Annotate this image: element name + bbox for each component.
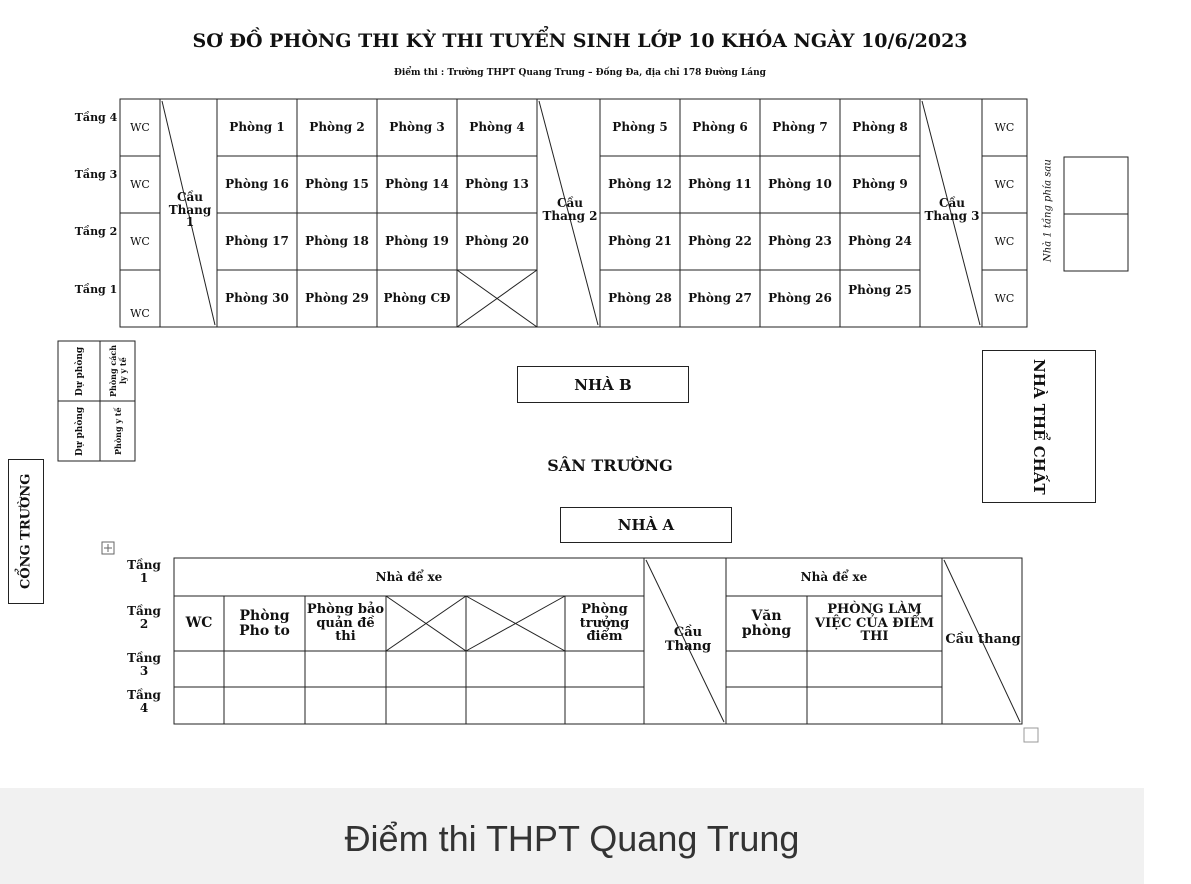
stairs-a-2-label: Cầu thang: [945, 632, 1021, 648]
wc-left-3: WC: [130, 177, 150, 191]
medical-room: Phòng y tế: [113, 407, 123, 455]
floor-label-b-4: Tầng 4: [74, 111, 118, 124]
diagram-subtitle: Điểm thi : Trường THPT Quang Trung – Đống Đa, địa chỉ 178 Đường Láng: [394, 68, 766, 78]
parking-right: Nhà để xe: [800, 569, 868, 584]
floor-label-b-1: Tầng 1: [74, 283, 118, 296]
room-cell: Phòng 4: [469, 120, 525, 135]
room-cell: Phòng 15: [305, 177, 369, 192]
room-cell: Phòng 7: [772, 120, 828, 135]
wc-right-2: WC: [994, 234, 1015, 248]
room-cell: Phòng 26: [768, 291, 832, 306]
room-cell: Phòng 5: [612, 120, 668, 135]
room-cell: Phòng 28: [608, 291, 672, 306]
room-cell: Phòng 22: [688, 234, 752, 249]
room-cell: Phòng 17: [225, 234, 289, 249]
stairs-3-label: Cầu Thang 3: [924, 196, 980, 223]
room-cell: Phòng 21: [608, 234, 672, 249]
room-cell: Phòng 13: [465, 177, 529, 192]
room-cell: Phòng 3: [389, 120, 445, 135]
room-exam-workroom: PHÒNG LÀM VIỆC CỦA ĐIỂM THI: [815, 602, 934, 645]
rear-building-label: Nhà 1 tầng phía sau: [1042, 159, 1054, 263]
wc-right-4: WC: [994, 120, 1015, 134]
floor-label-a-2: Tầng 2: [127, 604, 161, 632]
room-photo: Phòng Pho to: [239, 607, 290, 639]
room-wc-a: WC: [185, 615, 213, 632]
stairs-1-label: Cầu Thang 1: [168, 190, 212, 230]
floor-label-a-4: Tầng 4: [127, 688, 161, 716]
room-cell: Phòng 14: [385, 177, 449, 192]
room-head: Phòng trưởng điểm: [579, 602, 630, 645]
du-phong-room-2: Dự phòng: [75, 406, 85, 456]
room-cell: Phòng 2: [309, 120, 365, 135]
wc-right-3: WC: [994, 177, 1015, 191]
gym-building: NHÀ THỂ CHẤT: [982, 350, 1096, 503]
wc-left-4: WC: [130, 120, 150, 134]
floor-label-b-3: Tầng 3: [74, 168, 118, 181]
wc-right-1: WC: [994, 291, 1015, 305]
room-cell: Phòng CĐ: [383, 291, 451, 306]
room-cell: Phòng 6: [692, 120, 748, 135]
diagram-title: SƠ ĐỒ PHÒNG THI KỲ THI TUYỂN SINH LỚP 10 KHÓA NGÀY 10/6/2023: [192, 30, 968, 52]
room-cell: Phòng 24: [848, 234, 912, 249]
room-cell: Phòng 18: [305, 234, 369, 249]
room-cell: Phòng 29: [305, 291, 369, 306]
nha-a-label: NHÀ A: [560, 507, 732, 543]
room-office: Văn phòng: [741, 607, 792, 639]
isolation-room: Phòng cách ly y tế: [108, 344, 128, 398]
room-cell: Phòng 20: [465, 234, 529, 249]
du-phong-room-1: Dự phòng: [75, 346, 85, 396]
stairs-a-1-label: Cầu Thang: [664, 625, 712, 654]
school-gate: CỔNG TRƯỜNG: [8, 459, 44, 604]
room-exam-storage: Phòng bảo quản đề thi: [306, 602, 385, 645]
caption-text: Điểm thi THPT Quang Trung: [344, 818, 800, 859]
room-cell: Phòng 10: [768, 177, 832, 192]
room-cell: Phòng 12: [608, 177, 672, 192]
room-cell: Phòng 19: [385, 234, 449, 249]
floor-label-a-3: Tầng 3: [127, 651, 161, 679]
room-cell: Phòng 1: [229, 120, 285, 135]
room-cell: Phòng 27: [688, 291, 752, 306]
room-cell: Phòng 9: [852, 177, 908, 192]
wc-left-1: WC: [130, 306, 150, 320]
room-cell: Phòng 11: [688, 177, 752, 192]
room-cell: Phòng 25: [848, 283, 912, 297]
parking-left: Nhà để xe: [375, 569, 443, 584]
room-cell: Phòng 16: [225, 177, 289, 192]
wc-left-2: WC: [130, 234, 150, 248]
room-cell: Phòng 8: [852, 120, 908, 135]
room-cell: Phòng 23: [768, 234, 832, 249]
floor-label-b-2: Tầng 2: [74, 225, 118, 238]
nha-b-label: NHÀ B: [517, 366, 689, 403]
crossed-empty-cell: [457, 270, 537, 327]
room-cell: Phòng 30: [225, 291, 289, 306]
stairs-2-label: Cầu Thang 2: [542, 196, 598, 223]
school-yard-label: SÂN TRƯỜNG: [547, 456, 673, 475]
floor-label-a-1: Tầng 1: [127, 558, 161, 586]
